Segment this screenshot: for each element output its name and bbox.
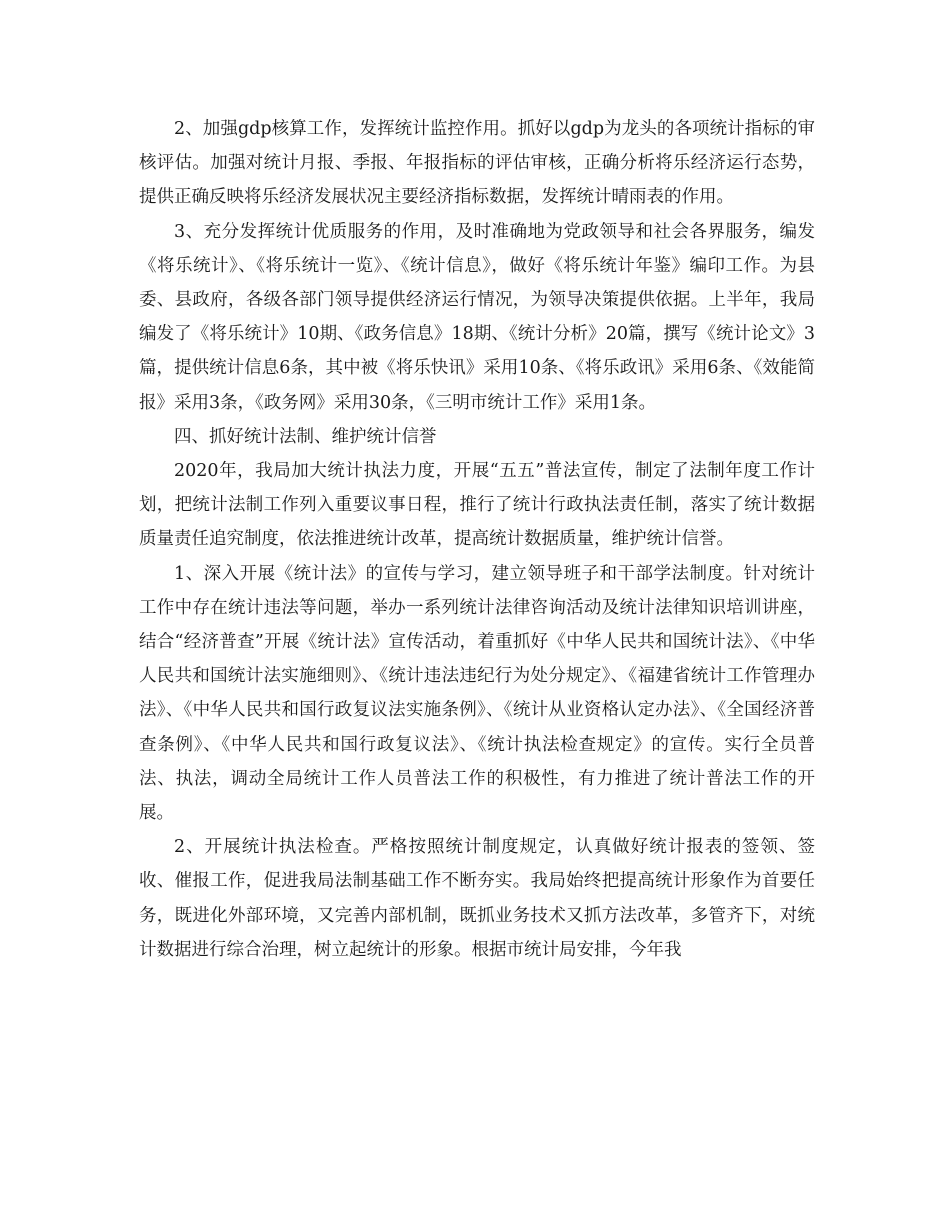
- paragraph-statistics-service: 3、充分发挥统计优质服务的作用，及时准确地为党政领导和社会各界服务，编发《将乐统计》、《将乐统计一览》、《统计信息》，做好《将乐统计年鉴》编印工作。为县委、县政府，各级各部门领导提供经济运行情况，为领导决策提供依据。上半年，我局编发了《将乐统计》10期、《政务信息》18期、《统计分析》20篇，撰写《统计论文》3篇，提供统计信息6条，其中被《将乐快讯》采用10条、《将乐政讯》采用6条、《效能简报》采用3条，《政务网》采用30条，《三明市统计工作》采用1条。: [139, 221, 815, 413]
- paragraph-law-enforcement-2020: 2020年，我局加大统计执法力度，开展“五五”普法宣传，制定了法制年度工作计划，把统计法制工作列入重要议事日程，推行了统计行政执法责任制，落实了统计数据质量责任追究制度，依法推进统计改革，提高统计数据质量，维护统计信誉。: [139, 461, 815, 550]
- document-body: [139, 112, 815, 967]
- section-heading-statistics-law: 四、抓好统计法制、维护统计信誉: [174, 426, 437, 447]
- paragraph-law-inspection: 2、开展统计执法检查。严格按照统计制度规定，认真做好统计报表的签领、签收、催报工作，促进我局法制基础工作不断夯实。我局始终把提高统计形象作为首要任务，既进化外部环境，又完善内部机制，既抓业务技术又抓方法改革，多管齐下，对统计数据进行综合治理，树立起统计的形象。根据市统计局安排，今年我: [139, 837, 815, 960]
- paragraph-law-publicity: 1、深入开展《统计法》的宣传与学习，建立领导班子和干部学法制度。针对统计工作中存在统计违法等问题，举办一系列统计法律咨询活动及统计法律知识培训讲座，结合“经济普查”开展《统计法》宣传活动，着重抓好《中华人民共和国统计法》、《中华人民共和国统计法实施细则》、《统计违法违纪行为处分规定》、《福建省统计工作管理办法》、《中华人民共和国行政复议法实施条例》、《统计从业资格认定办法》、《全国经济普查条例》、《中华人民共和国行政复议法》、《统计执法检查规定》的宣传。实行全员普法、执法，调动全局统计工作人员普法工作的积极性，有力推进了统计普法工作的开展。: [139, 563, 815, 824]
- paragraph-gdp-accounting: 2、加强gdp核算工作，发挥统计监控作用。抓好以gdp为龙头的各项统计指标的审核评估。加强对统计月报、季报、年报指标的评估审核，正确分析将乐经济运行态势，提供正确反映将乐经济发展状况主要经济指标数据，发挥统计晴雨表的作用。: [139, 119, 815, 208]
